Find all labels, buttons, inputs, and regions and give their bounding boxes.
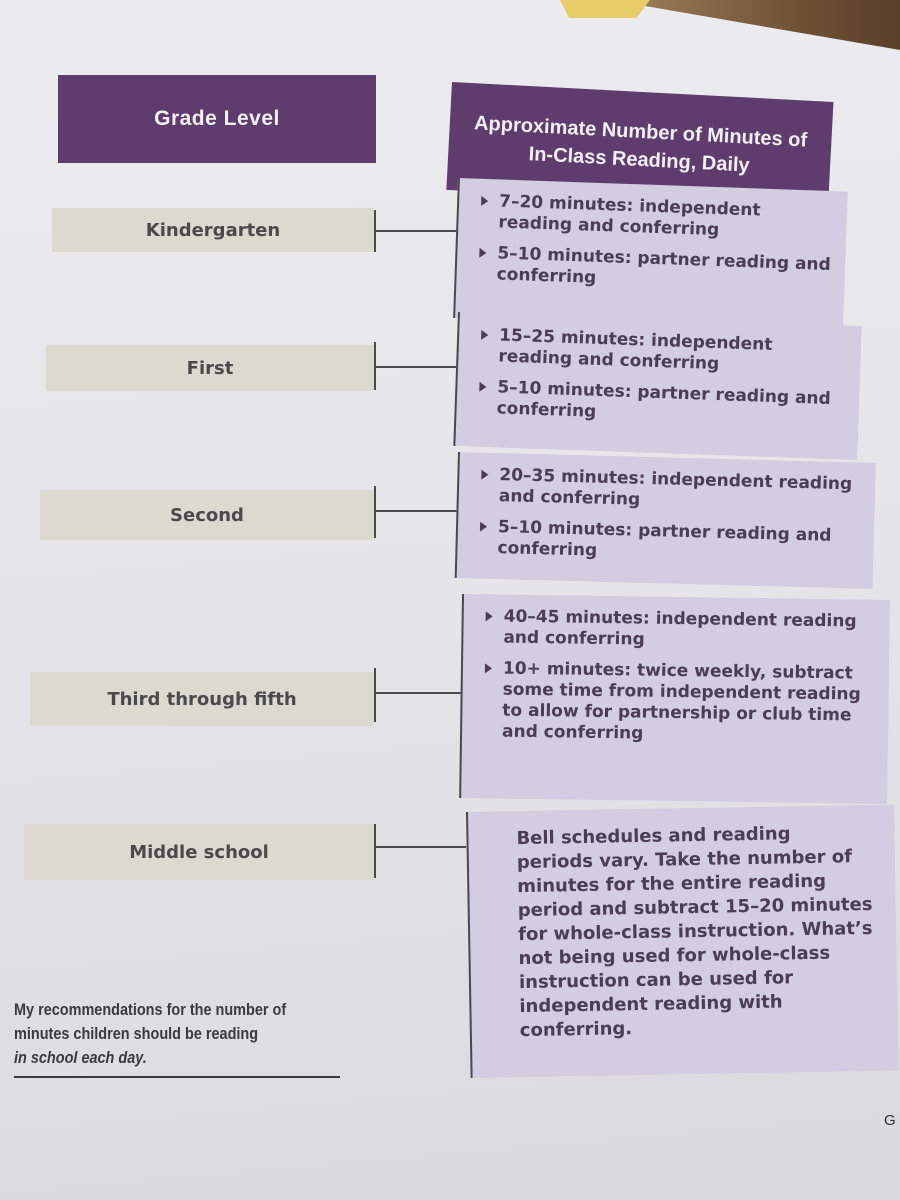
gold-bookmark-tab: [560, 0, 650, 18]
header-grade-level: [58, 75, 376, 163]
connector-tick: [374, 668, 376, 722]
triangle-bullet-icon: [481, 196, 488, 206]
triangle-bullet-icon: [480, 522, 487, 532]
list-item: 20–35 minutes: independent reading and conferring: [481, 465, 862, 517]
minutes-second: [455, 452, 876, 589]
triangle-bullet-icon: [481, 470, 488, 480]
grade-middle-school-label: Middle school: [129, 841, 269, 863]
grade-kindergarten-label: Kindergarten: [145, 219, 281, 241]
minutes-middle-school: [466, 805, 899, 1078]
grade-kindergarten: [52, 208, 374, 252]
page-corner-letter: G: [884, 1112, 896, 1129]
minutes-kindergarten: [453, 178, 848, 332]
connector-line: [374, 692, 462, 694]
triangle-bullet-icon: [485, 663, 492, 673]
grade-middle-school: [24, 824, 374, 880]
list-item: 5–10 minutes: partner reading and conferring: [478, 243, 831, 297]
caption-line-3: in school each day.: [14, 1048, 147, 1067]
triangle-bullet-icon: [481, 330, 488, 340]
list-item: 5–10 minutes: partner reading and conferring: [479, 517, 860, 569]
header-minutes-text: Approximate Number of Minutes of In-Class Reading, Daily: [473, 112, 808, 177]
caption-line-1: My recommendations for the number of: [14, 1000, 287, 1019]
caption-rule: [14, 1076, 340, 1078]
middle-school-text: Bell schedules and reading periods vary. Take the number of minutes for the entire reading period and subtract 15–20 minutes for whole-class instruction. What’s not being used for whole-class instruction can be used for independent reading with conferring.: [516, 823, 873, 1042]
grade-third-through-fifth: [30, 672, 374, 726]
grade-third-through-fifth-label: Third through fifth: [107, 688, 297, 710]
grade-first-label: First: [186, 357, 234, 379]
list-item: 5–10 minutes: partner reading and conferring: [478, 377, 845, 432]
connector-line: [374, 230, 458, 232]
connector-line: [374, 366, 458, 368]
caption-line-2: minutes children should be reading: [14, 1024, 259, 1043]
list-item: 10+ minutes: twice weekly, subtract some time from independent reading to allow for partnership or club time and conferring: [484, 658, 875, 747]
connector-tick: [374, 486, 376, 538]
grade-second-label: Second: [170, 504, 244, 526]
list-item: 40–45 minutes: independent reading and conferring: [485, 606, 876, 653]
list-item: 15–25 minutes: independent reading and conferring: [480, 325, 847, 380]
connector-tick: [374, 824, 376, 878]
list-item: 7–20 minutes: independent reading and conferring: [480, 191, 833, 245]
triangle-bullet-icon: [486, 611, 493, 621]
connector-line: [374, 510, 458, 512]
grade-second: [40, 490, 374, 540]
connector-line: [374, 846, 466, 848]
triangle-bullet-icon: [479, 248, 486, 258]
grade-first: [46, 345, 374, 391]
minutes-third-through-fifth: [459, 594, 890, 804]
header-grade-level-text: Grade Level: [154, 107, 280, 130]
minutes-first: [453, 312, 861, 460]
caption: [14, 998, 295, 1070]
triangle-bullet-icon: [479, 382, 486, 392]
